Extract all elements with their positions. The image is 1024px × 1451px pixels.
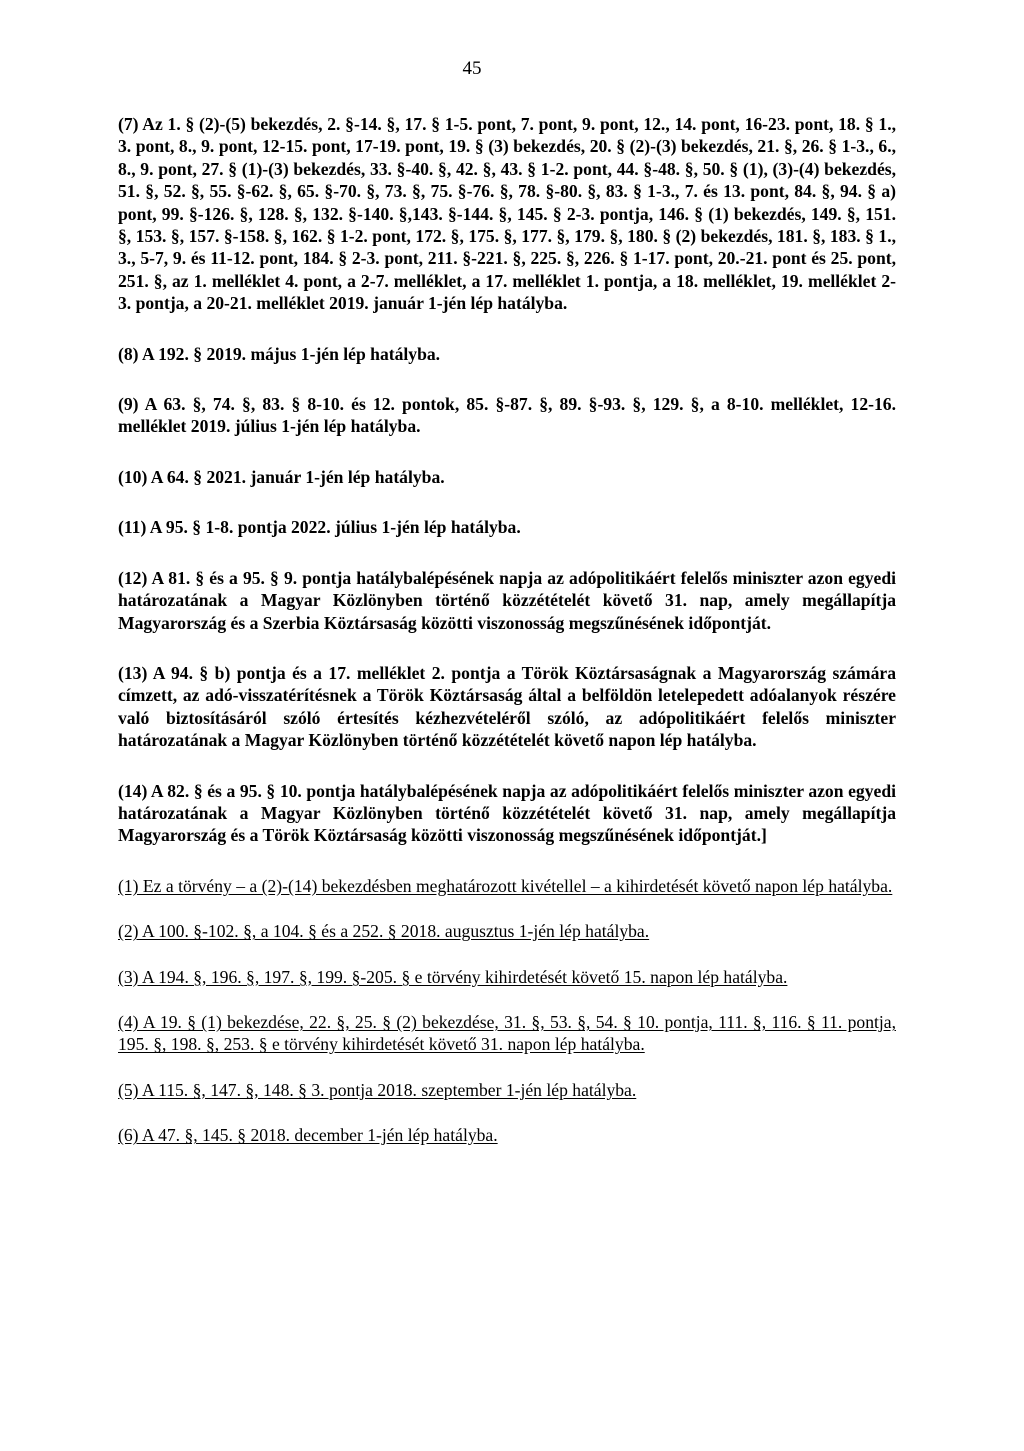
paragraph-8: (8) A 192. § 2019. május 1-jén lép hatályba. bbox=[118, 343, 441, 364]
paragraph-7: (7) Az 1. § (2)-(5) bekezdés, 2. §-14. §, 17. § 1-5. pont, 7. pont, 9. pont, 12., 14. pont, 16-23. pont, 18. § 1., 3. pont, 8., 9. pont, 12-15. pont, 17-19. pont, 19. § (3) bekezdés, 20. § (2)-(3) bekezdés, 21. §, 26. § 1-3., 6., 8., 9. pont, 27. § (1)-(3) bekezdés, 33. §-40. §, 42. §, 43. § 1-2. pont, 44. §-48. §, 50. § (1), (3)-(4) bekezdés, 51. §, 52. §, 55. §-62. §, 65. §-70. §, 73. §, 75. §-76. §, 78. §-80. §, 83. § 1-3., 7. és 13. pont, 84. §, 94. § a) pont, 99. §-126. §, 128. §, 132. §-140. §,143. §-144. §, 145. § 2-3. pontja, 146. § (1) bekezdés, 149. §, 151. §, 153. §, 157. §-158. §, 162. § 1-2. pont, 172. §, 175. §, 177. §, 179. §, 180. § (2) bekezdés, 181. §, 183. § 1., 3., 5-7, 9. és 11-12. pont, 184. § 2-3. pont, 211. §-221. §, 225. §, 226. § 1-17. pont, 20.-21. pont és 25. pont, 251. §, az 1. melléklet 4. pont, a 2-7. melléklet, a 17. melléklet 1. pontja, a 18. melléklet, 19. melléklet 2-3. pontja, a 20-21. melléklet 2019. január 1-jén lép hatályba. bbox=[118, 114, 896, 314]
paragraph-9: (9) A 63. §, 74. §, 83. § 8-10. és 12. pontok, 85. §-87. §, 89. §-93. §, 129. §, a 8-10. melléklet, 12-16. melléklet 2019. július 1-jén lép hatályba. bbox=[118, 394, 896, 437]
amended-paragraph-6: (6) A 47. §, 145. § 2018. december 1-jén lép hatályba. bbox=[118, 1125, 498, 1146]
page-number: 45 bbox=[462, 58, 482, 79]
paragraph-10: (10) A 64. § 2021. január 1-jén lép hatályba. bbox=[118, 466, 445, 487]
paragraph-12: (12) A 81. § és a 95. § 9. pontja hatálybalépésének napja az adópolitikáért felelős miniszter azon egyedi határozatának a Magyar Közlönyben történő közzétételét követő 31. nap, amely megállapítja Magyarország és a Szerbia Köztársaság közötti viszonosság megszűnésének időpontját. bbox=[118, 567, 896, 633]
amended-paragraph-5: (5) A 115. §, 147. §, 148. § 3. pontja 2018. szeptember 1-jén lép hatályba. bbox=[118, 1079, 637, 1100]
paragraph-13: (13) A 94. § b) pontja és a 17. melléklet 2. pontja a Török Köztársaságnak a Magyarország számára címzett, az adó-visszatérítésnek a Török Köztársaság által a belföldön letelepedett adóalanyok részére való biztosításáról szóló értesítés kézhezvételéről szóló, az adópolitikáért felelős miniszter határozatának a Magyar Közlönyben történő közzétételét követő napon lép hatályba. bbox=[118, 662, 896, 751]
amended-paragraph-4: (4) A 19. § (1) bekezdése, 22. §, 25. § (2) bekezdése, 31. §, 53. §, 54. § 10. pontja, 111. §, 116. § 11. pontja, 195. §, 198. §, 253. § e törvény kihirdetését követő 31. napon lép hatályba. bbox=[118, 1011, 896, 1055]
amended-paragraph-1: (1) Ez a törvény – a (2)-(14) bekezdésben meghatározott kivétellel – a kihirdetését követő napon lép hatályba. bbox=[118, 875, 893, 896]
amended-paragraph-3: (3) A 194. §, 196. §, 197. §, 199. §-205. § e törvény kihirdetését követő 15. napon lép hatályba. bbox=[118, 966, 788, 987]
paragraph-11: (11) A 95. § 1-8. pontja 2022. július 1-jén lép hatályba. bbox=[118, 517, 521, 538]
paragraph-14: (14) A 82. § és a 95. § 10. pontja hatálybalépésének napja az adópolitikáért felelős miniszter azon egyedi határozatának a Magyar Közlönyben történő közzétételét követő 31. nap, amely megállapítja Magyarország és a Török Köztársaság közötti viszonosság megszűnésének időpontját.] bbox=[118, 780, 896, 846]
amended-paragraph-2: (2) A 100. §-102. §, a 104. § és a 252. § 2018. augusztus 1-jén lép hatályba. bbox=[118, 921, 650, 942]
document-body bbox=[118, 113, 896, 1170]
